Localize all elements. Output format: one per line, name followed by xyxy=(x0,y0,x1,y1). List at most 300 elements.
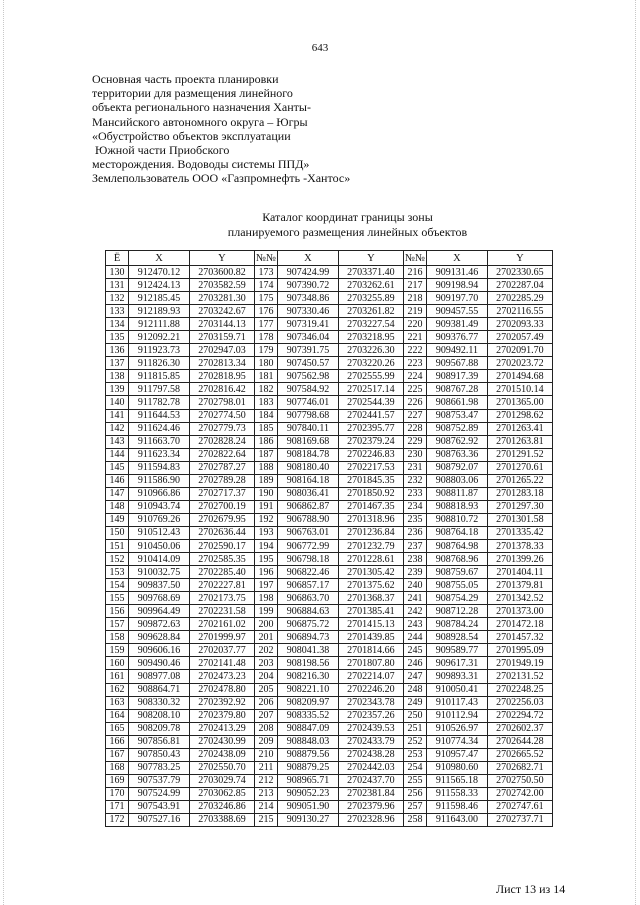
table-row xyxy=(106,396,553,409)
x-coordinate-cell: 907584.92 xyxy=(278,383,339,396)
y-coordinate-cell: 2702747.61 xyxy=(487,800,552,813)
y-coordinate-cell: 2701457.32 xyxy=(487,631,552,644)
y-coordinate-cell: 2702644.28 xyxy=(487,735,552,748)
table-row xyxy=(106,370,553,383)
y-coordinate-cell: 2702161.02 xyxy=(189,618,254,631)
y-coordinate-cell: 2702256.03 xyxy=(487,696,552,709)
point-number-cell: 257 xyxy=(403,800,426,813)
x-coordinate-cell: 909589.77 xyxy=(427,644,488,657)
table-row xyxy=(106,357,553,370)
y-coordinate-cell: 2702379.96 xyxy=(338,800,403,813)
point-number-cell: 211 xyxy=(254,761,277,774)
x-coordinate-cell: 911565.18 xyxy=(427,774,488,787)
x-coordinate-cell: 906822.46 xyxy=(278,566,339,579)
y-coordinate-cell: 2702246.20 xyxy=(338,683,403,696)
table-row xyxy=(106,566,553,579)
point-number-cell: 132 xyxy=(106,292,129,305)
x-coordinate-cell: 910032.75 xyxy=(129,566,190,579)
y-coordinate-cell: 2703388.69 xyxy=(189,813,254,826)
y-coordinate-cell: 2702590.17 xyxy=(189,539,254,552)
x-coordinate-cell: 908041.38 xyxy=(278,644,339,657)
y-coordinate-cell: 2703242.67 xyxy=(189,305,254,318)
x-coordinate-cell: 909628.84 xyxy=(129,631,190,644)
y-coordinate-cell: 2702717.37 xyxy=(189,487,254,500)
y-coordinate-cell: 2703218.95 xyxy=(338,331,403,344)
x-coordinate-cell: 907391.75 xyxy=(278,344,339,357)
coordinates-table xyxy=(105,250,553,827)
y-coordinate-cell: 2702682.71 xyxy=(487,761,552,774)
table-row xyxy=(106,761,553,774)
point-number-cell: 152 xyxy=(106,553,129,566)
point-number-cell: 139 xyxy=(106,383,129,396)
x-coordinate-cell: 908712.28 xyxy=(427,605,488,618)
y-coordinate-cell: 2701472.18 xyxy=(487,618,552,631)
x-coordinate-cell: 907450.57 xyxy=(278,357,339,370)
x-coordinate-cell: 907537.79 xyxy=(129,774,190,787)
table-row xyxy=(106,579,553,592)
point-number-cell: 240 xyxy=(403,579,426,592)
point-number-cell: 140 xyxy=(106,396,129,409)
y-coordinate-cell: 2701510.14 xyxy=(487,383,552,396)
y-coordinate-cell: 2703144.13 xyxy=(189,318,254,331)
x-coordinate-cell: 909893.31 xyxy=(427,670,488,683)
scan-edge-right xyxy=(635,0,637,905)
table-row xyxy=(106,800,553,813)
table-row xyxy=(106,279,553,292)
point-number-cell: 218 xyxy=(403,292,426,305)
y-coordinate-cell: 2702395.77 xyxy=(338,422,403,435)
point-number-cell: 146 xyxy=(106,474,129,487)
point-number-cell: 150 xyxy=(106,526,129,539)
table-row xyxy=(106,618,553,631)
y-coordinate-cell: 2702779.73 xyxy=(189,422,254,435)
y-coordinate-cell: 2702742.00 xyxy=(487,787,552,800)
column-header: Y xyxy=(487,251,552,266)
y-coordinate-cell: 2702750.50 xyxy=(487,774,552,787)
y-coordinate-cell: 2702343.78 xyxy=(338,696,403,709)
point-number-cell: 204 xyxy=(254,670,277,683)
point-number-cell: 229 xyxy=(403,435,426,448)
x-coordinate-cell: 907856.81 xyxy=(129,735,190,748)
table-row xyxy=(106,813,553,826)
point-number-cell: 209 xyxy=(254,735,277,748)
y-coordinate-cell: 2702330.65 xyxy=(487,266,552,279)
x-coordinate-cell: 910526.97 xyxy=(427,722,488,735)
point-number-cell: 213 xyxy=(254,787,277,800)
y-coordinate-cell: 2703582.59 xyxy=(189,279,254,292)
y-coordinate-cell: 2701399.26 xyxy=(487,553,552,566)
x-coordinate-cell: 911643.00 xyxy=(427,813,488,826)
y-coordinate-cell: 2703371.40 xyxy=(338,266,403,279)
y-coordinate-cell: 2701494.68 xyxy=(487,370,552,383)
y-coordinate-cell: 2702636.44 xyxy=(189,526,254,539)
y-coordinate-cell: 2701368.37 xyxy=(338,592,403,605)
y-coordinate-cell: 2701236.84 xyxy=(338,526,403,539)
y-coordinate-cell: 2702091.70 xyxy=(487,344,552,357)
y-coordinate-cell: 2702438.28 xyxy=(338,748,403,761)
x-coordinate-cell: 908764.18 xyxy=(427,526,488,539)
y-coordinate-cell: 2701845.35 xyxy=(338,474,403,487)
header-line: территории для размещения линейного xyxy=(92,86,293,101)
point-number-cell: 252 xyxy=(403,735,426,748)
point-number-cell: 195 xyxy=(254,553,277,566)
x-coordinate-cell: 911826.30 xyxy=(129,357,190,370)
point-number-cell: 177 xyxy=(254,318,277,331)
y-coordinate-cell: 2702093.33 xyxy=(487,318,552,331)
point-number-cell: 243 xyxy=(403,618,426,631)
x-coordinate-cell: 908928.54 xyxy=(427,631,488,644)
y-coordinate-cell: 2702131.52 xyxy=(487,670,552,683)
point-number-cell: 205 xyxy=(254,683,277,696)
point-number-cell: 130 xyxy=(106,266,129,279)
x-coordinate-cell: 911815.85 xyxy=(129,370,190,383)
point-number-cell: 201 xyxy=(254,631,277,644)
table-row xyxy=(106,696,553,709)
point-number-cell: 225 xyxy=(403,383,426,396)
x-coordinate-cell: 912092.21 xyxy=(129,331,190,344)
y-coordinate-cell: 2702231.58 xyxy=(189,605,254,618)
x-coordinate-cell: 906857.17 xyxy=(278,579,339,592)
y-coordinate-cell: 2703159.71 xyxy=(189,331,254,344)
point-number-cell: 185 xyxy=(254,422,277,435)
table-row xyxy=(106,592,553,605)
y-coordinate-cell: 2701305.42 xyxy=(338,566,403,579)
y-coordinate-cell: 2702665.52 xyxy=(487,748,552,761)
y-coordinate-cell: 2703227.54 xyxy=(338,318,403,331)
x-coordinate-cell: 908977.08 xyxy=(129,670,190,683)
point-number-cell: 227 xyxy=(403,409,426,422)
x-coordinate-cell: 906862.87 xyxy=(278,500,339,513)
point-number-cell: 147 xyxy=(106,487,129,500)
point-number-cell: 170 xyxy=(106,787,129,800)
y-coordinate-cell: 2701232.79 xyxy=(338,539,403,552)
point-number-cell: 208 xyxy=(254,722,277,735)
y-coordinate-cell: 2702478.80 xyxy=(189,683,254,696)
y-coordinate-cell: 2701949.19 xyxy=(487,657,552,670)
table-row xyxy=(106,500,553,513)
point-number-cell: 173 xyxy=(254,266,277,279)
x-coordinate-cell: 908764.98 xyxy=(427,539,488,552)
x-coordinate-cell: 910112.94 xyxy=(427,709,488,722)
y-coordinate-cell: 2701301.58 xyxy=(487,513,552,526)
x-coordinate-cell: 907348.86 xyxy=(278,292,339,305)
header-line: «Обустройство объектов эксплуатации xyxy=(92,128,291,143)
x-coordinate-cell: 909837.50 xyxy=(129,579,190,592)
y-coordinate-cell: 2703029.74 xyxy=(189,774,254,787)
point-number-cell: 134 xyxy=(106,318,129,331)
y-coordinate-cell: 2702822.64 xyxy=(189,448,254,461)
x-coordinate-cell: 909130.27 xyxy=(278,813,339,826)
point-number-cell: 143 xyxy=(106,435,129,448)
y-coordinate-cell: 2702473.23 xyxy=(189,670,254,683)
x-coordinate-cell: 909131.46 xyxy=(427,266,488,279)
point-number-cell: 196 xyxy=(254,566,277,579)
y-coordinate-cell: 2702602.37 xyxy=(487,722,552,735)
point-number-cell: 178 xyxy=(254,331,277,344)
table-row xyxy=(106,748,553,761)
y-coordinate-cell: 2702813.34 xyxy=(189,357,254,370)
point-number-cell: 162 xyxy=(106,683,129,696)
point-number-cell: 242 xyxy=(403,605,426,618)
y-coordinate-cell: 2702737.71 xyxy=(487,813,552,826)
y-coordinate-cell: 2702285.29 xyxy=(487,292,552,305)
x-coordinate-cell: 906798.18 xyxy=(278,553,339,566)
y-coordinate-cell: 2702294.72 xyxy=(487,709,552,722)
x-coordinate-cell: 908759.67 xyxy=(427,566,488,579)
catalog-title xyxy=(0,210,640,240)
point-number-cell: 249 xyxy=(403,696,426,709)
y-coordinate-cell: 2702057.49 xyxy=(487,331,552,344)
column-header: X xyxy=(278,251,339,266)
y-coordinate-cell: 2702947.03 xyxy=(189,344,254,357)
x-coordinate-cell: 906884.63 xyxy=(278,605,339,618)
x-coordinate-cell: 910050.41 xyxy=(427,683,488,696)
point-number-cell: 167 xyxy=(106,748,129,761)
x-coordinate-cell: 910966.86 xyxy=(129,487,190,500)
x-coordinate-cell: 909381.49 xyxy=(427,318,488,331)
y-coordinate-cell: 2702379.80 xyxy=(189,709,254,722)
x-coordinate-cell: 908661.98 xyxy=(427,396,488,409)
point-number-cell: 223 xyxy=(403,357,426,370)
y-coordinate-cell: 2701807.80 xyxy=(338,657,403,670)
point-number-cell: 176 xyxy=(254,305,277,318)
y-coordinate-cell: 2703220.26 xyxy=(338,357,403,370)
table-row xyxy=(106,448,553,461)
point-number-cell: 253 xyxy=(403,748,426,761)
table-row xyxy=(106,513,553,526)
point-number-cell: 141 xyxy=(106,409,129,422)
point-number-cell: 250 xyxy=(403,709,426,722)
x-coordinate-cell: 908810.72 xyxy=(427,513,488,526)
y-coordinate-cell: 2702214.07 xyxy=(338,670,403,683)
x-coordinate-cell: 907346.04 xyxy=(278,331,339,344)
point-number-cell: 149 xyxy=(106,513,129,526)
y-coordinate-cell: 2701228.61 xyxy=(338,553,403,566)
y-coordinate-cell: 2702023.72 xyxy=(487,357,552,370)
x-coordinate-cell: 909052.23 xyxy=(278,787,339,800)
point-number-cell: 192 xyxy=(254,513,277,526)
y-coordinate-cell: 2701265.22 xyxy=(487,474,552,487)
point-number-cell: 160 xyxy=(106,657,129,670)
x-coordinate-cell: 908848.03 xyxy=(278,735,339,748)
table-row xyxy=(106,318,553,331)
x-coordinate-cell: 906863.70 xyxy=(278,592,339,605)
x-coordinate-cell: 909198.94 xyxy=(427,279,488,292)
point-number-cell: 137 xyxy=(106,357,129,370)
y-coordinate-cell: 2702413.29 xyxy=(189,722,254,735)
point-number-cell: 193 xyxy=(254,526,277,539)
point-number-cell: 254 xyxy=(403,761,426,774)
table-row xyxy=(106,644,553,657)
x-coordinate-cell: 907562.98 xyxy=(278,370,339,383)
point-number-cell: 157 xyxy=(106,618,129,631)
column-header: Y xyxy=(189,251,254,266)
x-coordinate-cell: 908818.93 xyxy=(427,500,488,513)
point-number-cell: 191 xyxy=(254,500,277,513)
y-coordinate-cell: 2701263.81 xyxy=(487,435,552,448)
y-coordinate-cell: 2702789.28 xyxy=(189,474,254,487)
point-number-cell: 161 xyxy=(106,670,129,683)
point-number-cell: 228 xyxy=(403,422,426,435)
y-coordinate-cell: 2701342.52 xyxy=(487,592,552,605)
x-coordinate-cell: 907798.68 xyxy=(278,409,339,422)
x-coordinate-cell: 908335.52 xyxy=(278,709,339,722)
y-coordinate-cell: 2701283.18 xyxy=(487,487,552,500)
y-coordinate-cell: 2702517.14 xyxy=(338,383,403,396)
y-coordinate-cell: 2702818.95 xyxy=(189,370,254,383)
y-coordinate-cell: 2702700.19 xyxy=(189,500,254,513)
x-coordinate-cell: 908330.32 xyxy=(129,696,190,709)
point-number-cell: 212 xyxy=(254,774,277,787)
scan-edge-left xyxy=(3,0,5,905)
point-number-cell: 198 xyxy=(254,592,277,605)
y-coordinate-cell: 2701297.30 xyxy=(487,500,552,513)
x-coordinate-cell: 908767.28 xyxy=(427,383,488,396)
y-coordinate-cell: 2702442.03 xyxy=(338,761,403,774)
x-coordinate-cell: 906894.73 xyxy=(278,631,339,644)
table-row xyxy=(106,722,553,735)
x-coordinate-cell: 908169.68 xyxy=(278,435,339,448)
point-number-cell: 183 xyxy=(254,396,277,409)
x-coordinate-cell: 908784.24 xyxy=(427,618,488,631)
point-number-cell: 255 xyxy=(403,774,426,787)
y-coordinate-cell: 2701335.42 xyxy=(487,526,552,539)
point-number-cell: 232 xyxy=(403,474,426,487)
point-number-cell: 179 xyxy=(254,344,277,357)
point-number-cell: 224 xyxy=(403,370,426,383)
x-coordinate-cell: 910774.34 xyxy=(427,735,488,748)
x-coordinate-cell: 912185.45 xyxy=(129,292,190,305)
y-coordinate-cell: 2701404.11 xyxy=(487,566,552,579)
point-number-cell: 163 xyxy=(106,696,129,709)
point-number-cell: 246 xyxy=(403,657,426,670)
x-coordinate-cell: 909492.11 xyxy=(427,344,488,357)
point-number-cell: 202 xyxy=(254,644,277,657)
point-number-cell: 189 xyxy=(254,474,277,487)
point-number-cell: 237 xyxy=(403,539,426,552)
point-number-cell: 206 xyxy=(254,696,277,709)
x-coordinate-cell: 909490.46 xyxy=(129,657,190,670)
x-coordinate-cell: 912424.13 xyxy=(129,279,190,292)
y-coordinate-cell: 2701378.33 xyxy=(487,539,552,552)
table-row xyxy=(106,344,553,357)
x-coordinate-cell: 911644.53 xyxy=(129,409,190,422)
x-coordinate-cell: 910117.43 xyxy=(427,696,488,709)
point-number-cell: 236 xyxy=(403,526,426,539)
x-coordinate-cell: 910957.47 xyxy=(427,748,488,761)
point-number-cell: 158 xyxy=(106,631,129,644)
x-coordinate-cell: 908864.71 xyxy=(129,683,190,696)
x-coordinate-cell: 909376.77 xyxy=(427,331,488,344)
x-coordinate-cell: 907524.99 xyxy=(129,787,190,800)
y-coordinate-cell: 2702287.04 xyxy=(487,279,552,292)
header-line: месторождения. Водоводы системы ППД» xyxy=(92,157,310,172)
x-coordinate-cell: 908965.71 xyxy=(278,774,339,787)
x-coordinate-cell: 909617.31 xyxy=(427,657,488,670)
table-row xyxy=(106,422,553,435)
y-coordinate-cell: 2702437.70 xyxy=(338,774,403,787)
point-number-cell: 142 xyxy=(106,422,129,435)
table-row xyxy=(106,735,553,748)
x-coordinate-cell: 908762.92 xyxy=(427,435,488,448)
x-coordinate-cell: 908754.29 xyxy=(427,592,488,605)
table-row xyxy=(106,774,553,787)
y-coordinate-cell: 2703262.61 xyxy=(338,279,403,292)
y-coordinate-cell: 2703261.82 xyxy=(338,305,403,318)
x-coordinate-cell: 908768.96 xyxy=(427,553,488,566)
x-coordinate-cell: 908752.89 xyxy=(427,422,488,435)
point-number-cell: 197 xyxy=(254,579,277,592)
x-coordinate-cell: 910769.26 xyxy=(129,513,190,526)
point-number-cell: 168 xyxy=(106,761,129,774)
y-coordinate-cell: 2701467.35 xyxy=(338,500,403,513)
y-coordinate-cell: 2702798.01 xyxy=(189,396,254,409)
y-coordinate-cell: 2703246.86 xyxy=(189,800,254,813)
y-coordinate-cell: 2702379.24 xyxy=(338,435,403,448)
point-number-cell: 172 xyxy=(106,813,129,826)
x-coordinate-cell: 911797.58 xyxy=(129,383,190,396)
header-line: Мансийского автономного округа – Югры xyxy=(92,114,308,129)
point-number-cell: 182 xyxy=(254,383,277,396)
point-number-cell: 190 xyxy=(254,487,277,500)
x-coordinate-cell: 909457.55 xyxy=(427,305,488,318)
point-number-cell: 238 xyxy=(403,553,426,566)
y-coordinate-cell: 2701385.41 xyxy=(338,605,403,618)
y-coordinate-cell: 2701318.96 xyxy=(338,513,403,526)
table-row xyxy=(106,787,553,800)
point-number-cell: 175 xyxy=(254,292,277,305)
y-coordinate-cell: 2702328.96 xyxy=(338,813,403,826)
table-row xyxy=(106,474,553,487)
y-coordinate-cell: 2701415.13 xyxy=(338,618,403,631)
column-header: Ё xyxy=(106,251,129,266)
table-row xyxy=(106,553,553,566)
point-number-cell: 154 xyxy=(106,579,129,592)
table-row xyxy=(106,292,553,305)
y-coordinate-cell: 2701291.52 xyxy=(487,448,552,461)
x-coordinate-cell: 908216.30 xyxy=(278,670,339,683)
column-header: X xyxy=(129,251,190,266)
y-coordinate-cell: 2702438.09 xyxy=(189,748,254,761)
point-number-cell: 215 xyxy=(254,813,277,826)
point-number-cell: 239 xyxy=(403,566,426,579)
y-coordinate-cell: 2703281.30 xyxy=(189,292,254,305)
header-line: Южной части Приобского xyxy=(92,143,230,158)
point-number-cell: 156 xyxy=(106,605,129,618)
x-coordinate-cell: 908755.05 xyxy=(427,579,488,592)
y-coordinate-cell: 2702430.99 xyxy=(189,735,254,748)
x-coordinate-cell: 911623.34 xyxy=(129,448,190,461)
y-coordinate-cell: 2702550.70 xyxy=(189,761,254,774)
y-coordinate-cell: 2703600.82 xyxy=(189,266,254,279)
y-coordinate-cell: 2701298.62 xyxy=(487,409,552,422)
table-row xyxy=(106,435,553,448)
y-coordinate-cell: 2703255.89 xyxy=(338,292,403,305)
y-coordinate-cell: 2701379.81 xyxy=(487,579,552,592)
x-coordinate-cell: 909567.88 xyxy=(427,357,488,370)
x-coordinate-cell: 907424.99 xyxy=(278,266,339,279)
point-number-cell: 231 xyxy=(403,461,426,474)
point-number-cell: 166 xyxy=(106,735,129,748)
y-coordinate-cell: 2702227.81 xyxy=(189,579,254,592)
header-line: Основная часть проекта планировки xyxy=(92,72,279,86)
x-coordinate-cell: 907543.91 xyxy=(129,800,190,813)
point-number-cell: 199 xyxy=(254,605,277,618)
table-row xyxy=(106,461,553,474)
x-coordinate-cell: 907390.72 xyxy=(278,279,339,292)
point-number-cell: 216 xyxy=(403,266,426,279)
catalog-title-line: планируемого размещения линейных объектов xyxy=(227,225,468,239)
